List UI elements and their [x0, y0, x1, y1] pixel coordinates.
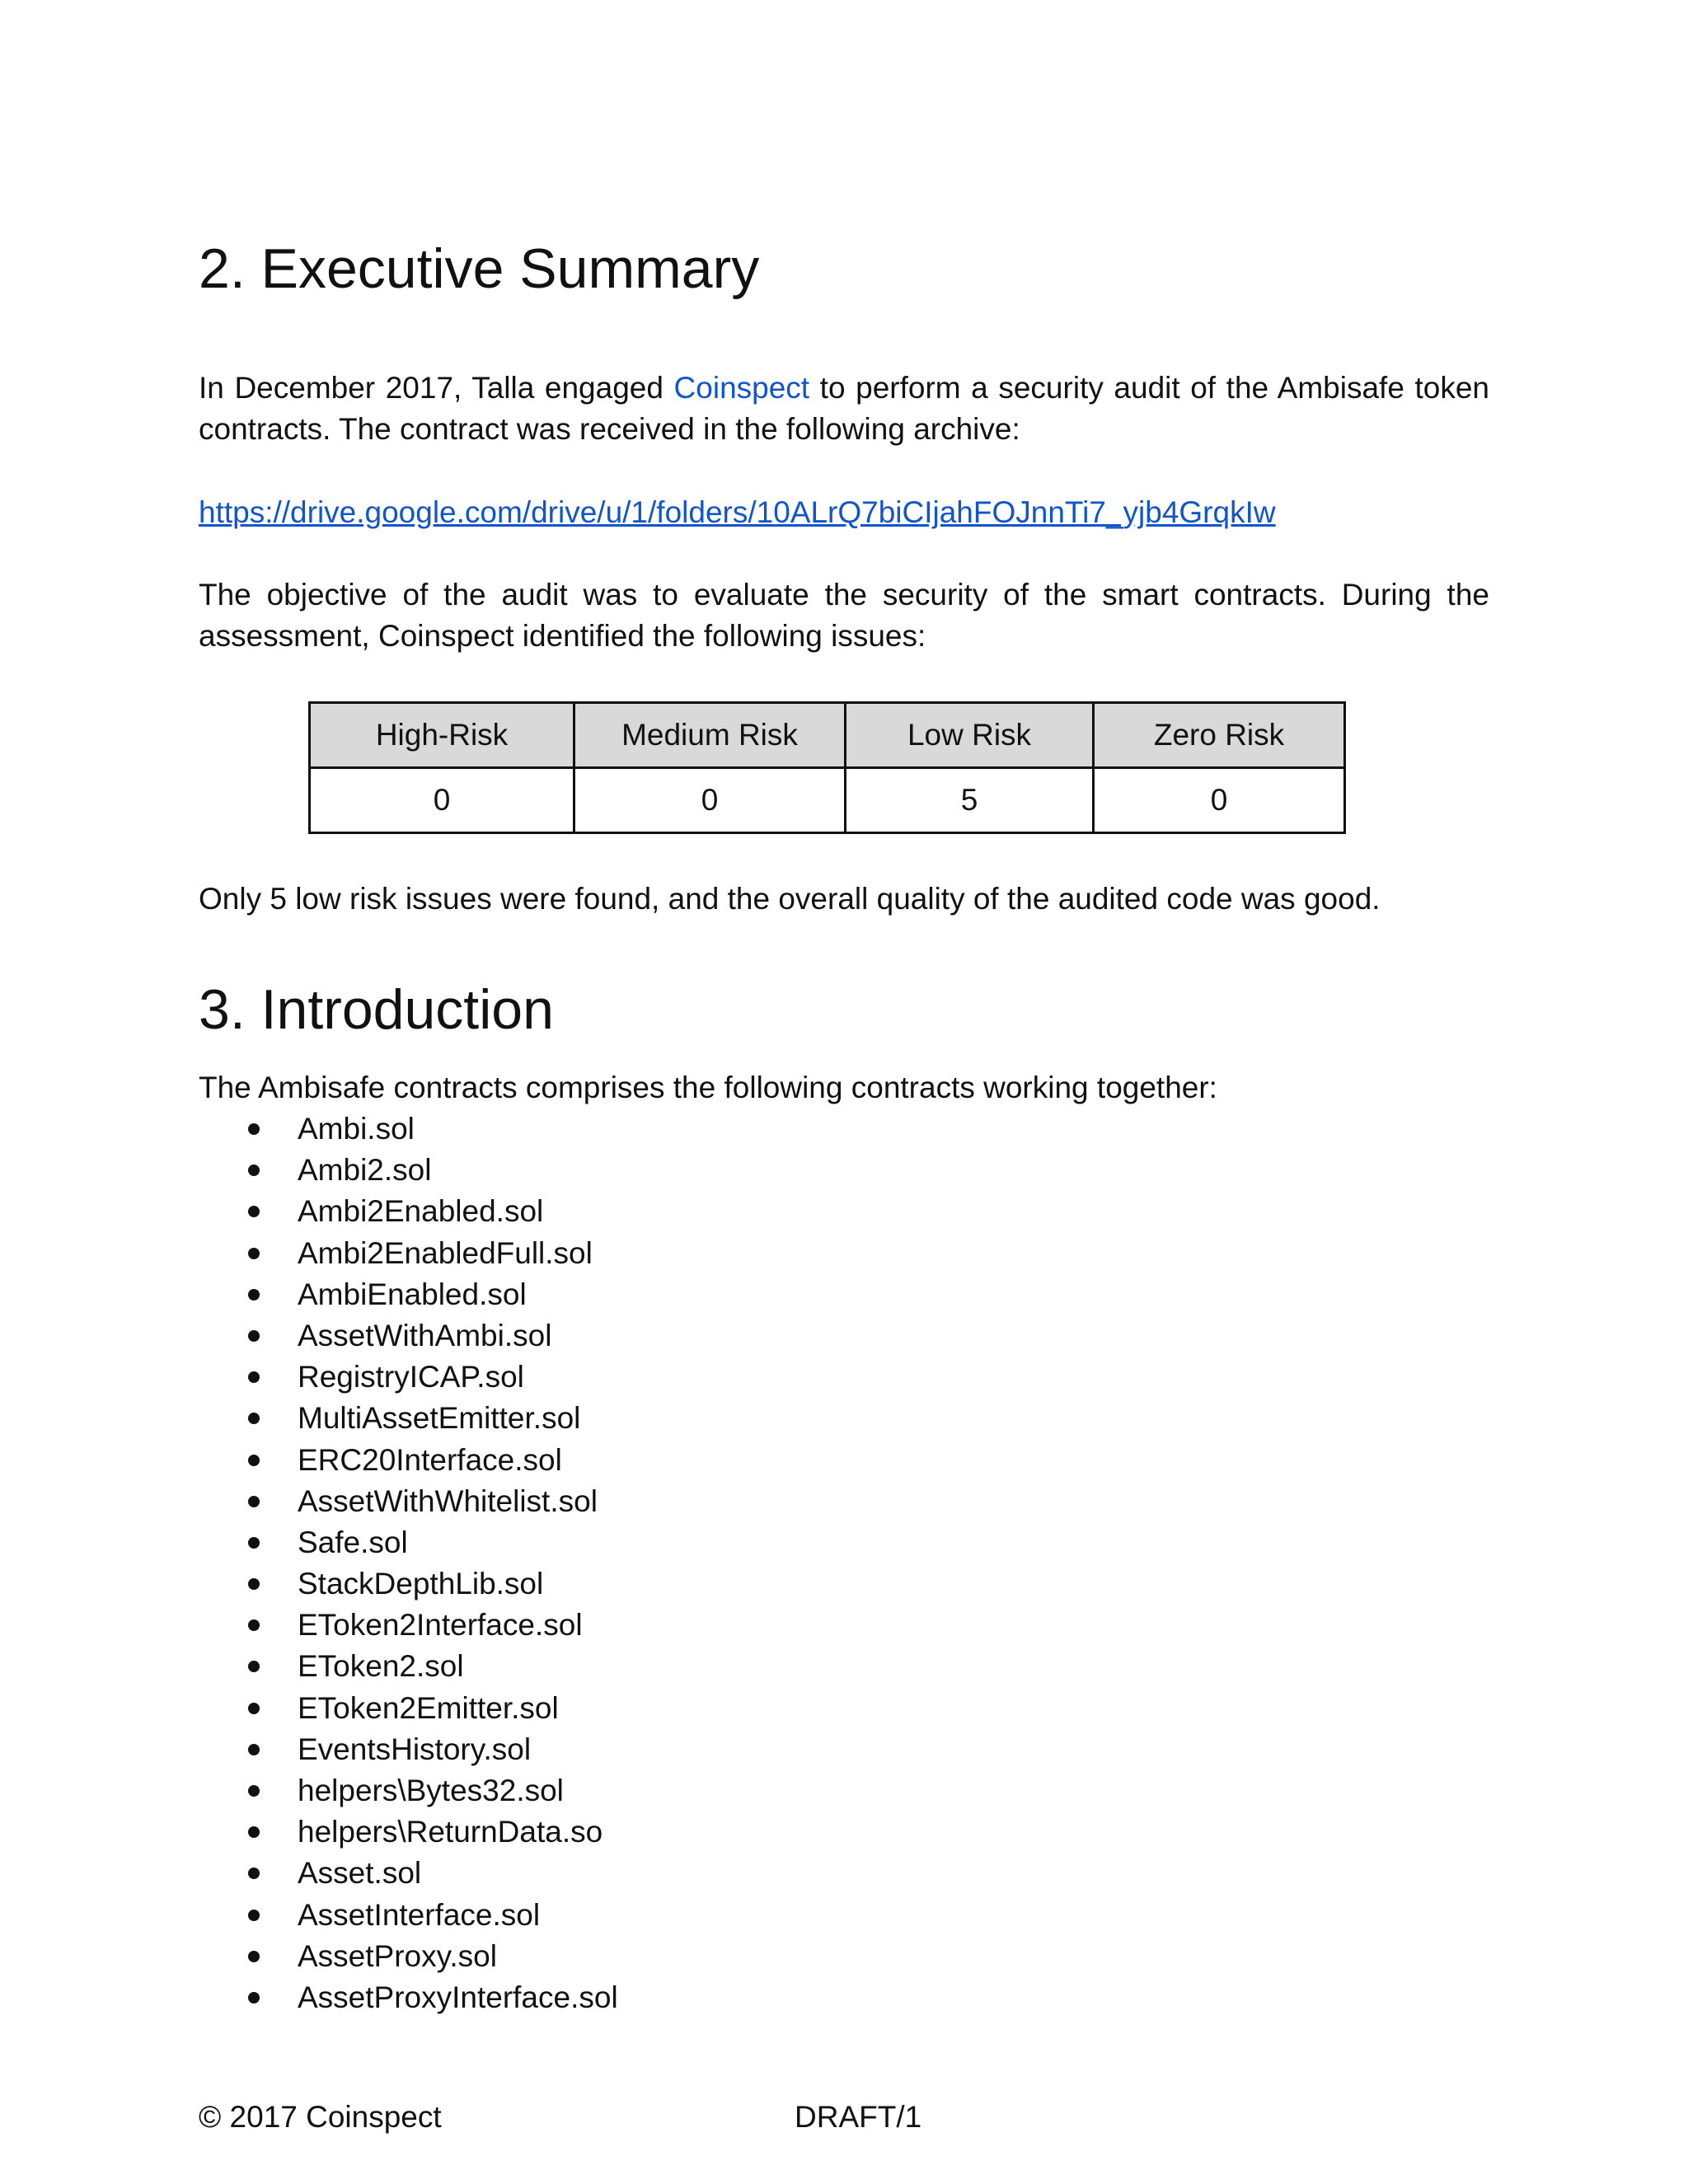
risk-summary-table	[308, 701, 1346, 834]
bullet-icon	[248, 1578, 260, 1590]
bullet-icon	[248, 1703, 260, 1714]
risk-table-value-row	[310, 768, 1345, 833]
bullet-icon	[248, 1496, 260, 1507]
executive-summary-heading: 2. Executive Summary	[199, 237, 760, 300]
file-name: AssetWithAmbi.sol	[298, 1318, 552, 1352]
bullet-icon	[248, 1992, 260, 2004]
bullet-icon	[248, 1868, 260, 1879]
bullet-icon	[248, 1785, 260, 1797]
file-name: AssetProxy.sol	[298, 1938, 497, 1973]
bullet-icon	[248, 1455, 260, 1466]
bullet-icon	[248, 1206, 260, 1217]
contracts-lead-paragraph: The Ambisafe contracts comprises the following contracts working together:	[199, 1071, 1217, 1104]
bullet-icon	[248, 1910, 260, 1921]
file-name: Ambi.sol	[298, 1112, 415, 1146]
bullet-icon	[248, 1371, 260, 1383]
file-name: Safe.sol	[298, 1525, 408, 1559]
file-name: AssetWithWhitelist.sol	[298, 1483, 598, 1518]
high-risk-header: High-Risk	[310, 703, 574, 768]
file-name: StackDepthLib.sol	[298, 1567, 544, 1601]
footer-copyright: © 2017 Coinspect	[199, 2100, 442, 2134]
introduction-heading: 3. Introduction	[199, 978, 554, 1041]
risk-table-header-row	[310, 703, 1345, 768]
coinspect-link[interactable]: Coinspect	[673, 371, 810, 405]
file-name: EToken2Interface.sol	[298, 1608, 583, 1643]
engagement-text-end: to perform a security audit of the Ambisafe token contracts. The contract was received in the following archive:	[199, 371, 1489, 446]
bullet-icon	[248, 1537, 260, 1549]
summary-paragraph: Only 5 low risk issues were found, and the overall quality of the audited code was good.	[199, 882, 1381, 916]
bullet-icon	[248, 1661, 260, 1672]
file-name: AssetProxyInterface.sol	[298, 1980, 618, 2014]
medium-risk-count: 0	[574, 768, 846, 833]
footer-draft-label: DRAFT/1	[795, 2100, 922, 2134]
file-name: Ambi2.sol	[298, 1153, 432, 1188]
bullet-icon	[248, 1619, 260, 1631]
objective-paragraph: The objective of the audit was to evaluate the security of the smart contracts. During the assessment, Coinspect identified the following issues:	[199, 578, 1489, 653]
low-risk-header: Low Risk	[846, 703, 1094, 768]
bullet-icon	[248, 1248, 260, 1259]
bullet-icon	[248, 1826, 260, 1838]
zero-risk-header: Zero Risk	[1094, 703, 1345, 768]
file-name: RegistryICAP.sol	[298, 1360, 524, 1394]
file-name: Ambi2EnabledFull.sol	[298, 1235, 593, 1270]
engagement-text-start: In December 2017, Talla engaged	[199, 371, 674, 405]
file-name: EToken2.sol	[298, 1649, 464, 1684]
file-name: ERC20Interface.sol	[298, 1442, 562, 1477]
bullet-icon	[248, 1330, 260, 1342]
bullet-icon	[248, 1123, 260, 1135]
zero-risk-count: 0	[1094, 768, 1345, 833]
bullet-icon	[248, 1744, 260, 1755]
bullet-icon	[248, 1413, 260, 1424]
file-name: EventsHistory.sol	[298, 1732, 532, 1766]
bullet-icon	[248, 1165, 260, 1176]
file-name: MultiAssetEmitter.sol	[298, 1401, 581, 1436]
engagement-paragraph	[199, 368, 1489, 450]
archive-url-link[interactable]: https://drive.google.com/drive/u/1/folders/10ALrQ7biCIjahFOJnnTi7_yjb4GrqkIw	[199, 495, 1276, 529]
medium-risk-header: Medium Risk	[574, 703, 846, 768]
file-name: EToken2Emitter.sol	[298, 1690, 559, 1725]
file-name: helpers\ReturnData.so	[298, 1815, 603, 1849]
low-risk-count: 5	[846, 768, 1094, 833]
file-name: AssetInterface.sol	[298, 1897, 541, 1932]
high-risk-count: 0	[310, 768, 574, 833]
file-name: AmbiEnabled.sol	[298, 1277, 527, 1311]
file-name: Asset.sol	[298, 1856, 422, 1891]
bullet-icon	[248, 1289, 260, 1301]
bullet-icon	[248, 1951, 260, 1962]
file-name: helpers\Bytes32.sol	[298, 1774, 564, 1807]
file-name: Ambi2Enabled.sol	[298, 1194, 544, 1229]
